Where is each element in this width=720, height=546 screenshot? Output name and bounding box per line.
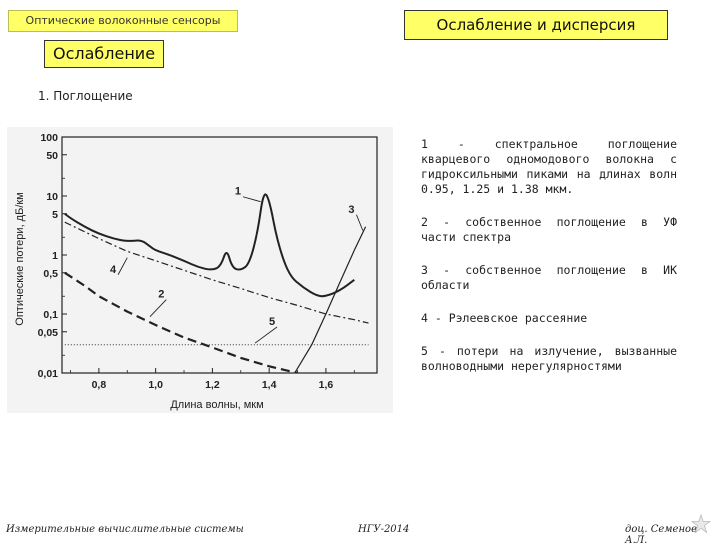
curve-1-label: 1 — [234, 185, 242, 198]
y-tick-label: 5 — [52, 208, 58, 221]
y-tick-label: 10 — [46, 191, 58, 203]
y-tick-label: 0,5 — [43, 267, 58, 280]
y-axis-label: Оптические потери, дБ/км — [14, 192, 26, 326]
legend-item: 1 - спектральное поглощение кварцевого одномодового волокна с гидроксильными пиками на длинах волн 0.95, 1.25 и 1.38 мкм. — [421, 137, 677, 196]
y-tick-label: 0,01 — [37, 368, 58, 380]
slide-title: Ослабление и дисперсия — [404, 10, 668, 40]
legend-item: 2 - собственное поглощение в УФ части спектра — [421, 215, 677, 244]
y-tick-label: 1 — [52, 250, 58, 262]
curve-5-leader — [255, 327, 277, 343]
footer-university: НГУ-2014 — [358, 524, 410, 535]
curve-5-label: 5 — [268, 316, 276, 329]
series-3-line — [295, 227, 366, 373]
footer-course: Измерительные вычислительные системы — [6, 524, 244, 535]
curve-3-leader — [356, 215, 362, 231]
curve-1-leader — [243, 197, 261, 202]
x-axis-label: Длина волны, мкм — [170, 399, 264, 411]
legend-item: 5 - потери на излучение, вызванные волноводными нерегулярностями — [421, 344, 677, 373]
y-tick-label: 100 — [40, 132, 58, 144]
curve-3-label: 3 — [348, 203, 355, 216]
x-tick-label: 1,0 — [148, 379, 163, 391]
slide-subtitle: Ослабление — [44, 40, 164, 68]
series-1-line — [65, 194, 355, 296]
y-tick-label: 0,05 — [37, 326, 58, 339]
curve-4-label: 4 — [110, 263, 117, 276]
x-tick-label: 1,2 — [205, 379, 220, 391]
series-2-line — [65, 273, 298, 373]
curve-legend — [421, 137, 677, 392]
curve-4-leader — [118, 258, 127, 275]
footer-author: доц. Семенов А.Л. — [625, 524, 697, 546]
topic-label: Оптические волоконные сенсоры — [8, 10, 238, 32]
attenuation-chart — [7, 127, 393, 413]
y-tick-label: 0,1 — [43, 309, 58, 321]
curve-2-label: 2 — [158, 288, 165, 301]
x-tick-label: 0,8 — [91, 379, 107, 391]
x-tick-label: 1,4 — [261, 379, 277, 391]
plot-frame — [62, 137, 377, 373]
section-heading: 1. Поглощение — [38, 89, 133, 103]
y-tick-label: 50 — [46, 149, 58, 162]
legend-item: 3 - собственное поглощение в ИК области — [421, 263, 677, 292]
star-icon — [691, 514, 711, 534]
x-tick-label: 1,6 — [318, 379, 334, 391]
legend-item: 4 - Рэлеевское рассеяние — [421, 311, 588, 325]
curve-2-leader — [150, 300, 166, 317]
